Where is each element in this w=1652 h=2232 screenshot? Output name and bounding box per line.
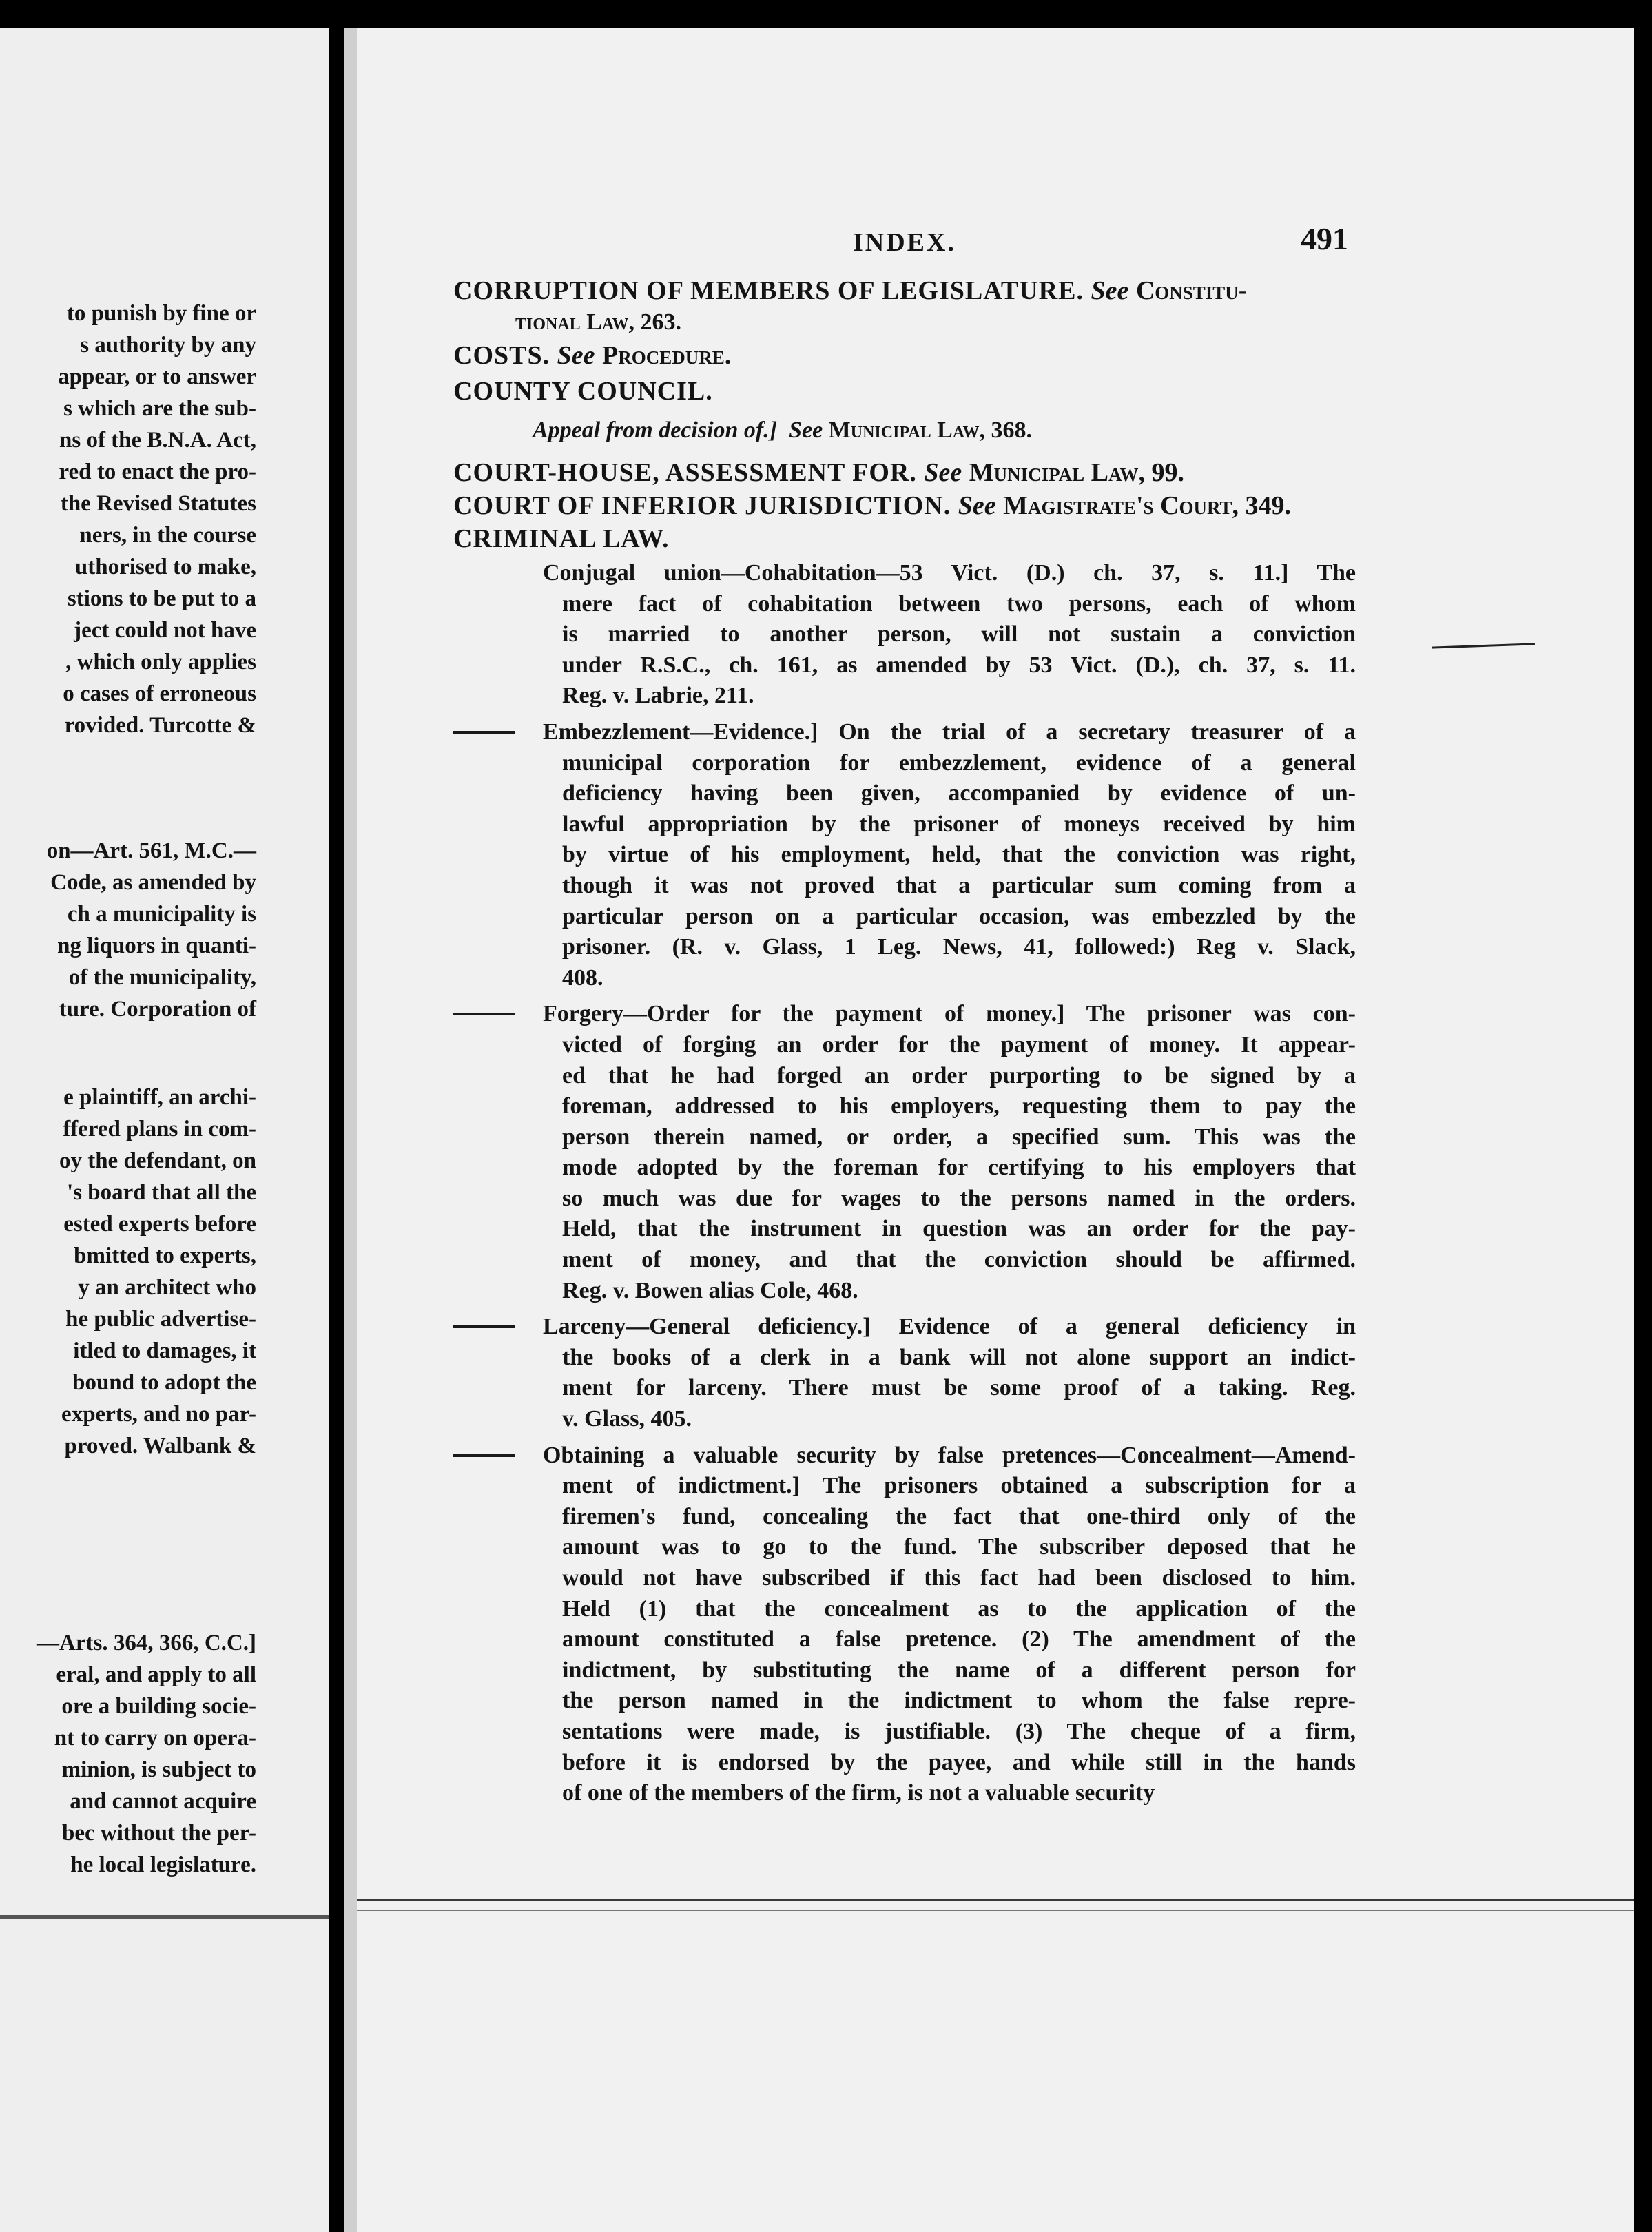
criminal-law-subentry bbox=[453, 558, 1356, 712]
criminal-law-subentry bbox=[453, 717, 1356, 993]
left-page-line: ners, in the course bbox=[79, 523, 256, 548]
left-page-line: ject could not have bbox=[74, 618, 256, 643]
left-page-line: ested experts before bbox=[63, 1212, 256, 1237]
entry-text-line: 408. bbox=[562, 964, 603, 991]
entry-text-line: ment of indictment.] The prisoners obtained a subscription for a bbox=[562, 1473, 1356, 1499]
cross-reference: Procedure. bbox=[602, 341, 732, 370]
entry-text-line: municipal corporation for embezzlement, evidence of a general bbox=[562, 750, 1356, 776]
entry-text-line: by virtue of his employment, held, that the conviction was right, bbox=[562, 842, 1356, 868]
entry-text-line: is married to another person, will not sustain a conviction bbox=[562, 621, 1356, 648]
entry-text-line: Reg. v. Bowen alias Cole, 468. bbox=[562, 1277, 858, 1303]
left-page-line: Code, as amended by bbox=[50, 870, 256, 895]
left-page-line: of the municipality, bbox=[68, 965, 256, 990]
criminal-law-subentry bbox=[453, 1312, 1356, 1434]
left-page-line: the Revised Statutes bbox=[60, 491, 256, 516]
entry-costs bbox=[453, 339, 1356, 372]
left-page-line: bmitted to experts, bbox=[74, 1243, 256, 1268]
entry-text-line: Forgery—Order for the payment of money.] The prisoner was con- bbox=[543, 1001, 1356, 1027]
gutter-edge bbox=[344, 28, 357, 2232]
left-page-line: s authority by any bbox=[80, 333, 256, 358]
cross-reference: Municipal Law, 368. bbox=[828, 417, 1033, 443]
left-page-line: 's board that all the bbox=[66, 1180, 256, 1205]
entry-text-line: mere fact of cohabitation between two persons, each of whom bbox=[562, 590, 1356, 617]
left-page-line: itled to damages, it bbox=[73, 1339, 256, 1363]
left-facing-page bbox=[0, 28, 329, 2232]
left-page-line: e plaintiff, an archi- bbox=[63, 1085, 256, 1110]
see-label: See bbox=[789, 417, 823, 443]
page-number: 491 bbox=[1301, 221, 1348, 256]
entry-text-line: v. Glass, 405. bbox=[562, 1406, 692, 1432]
see-label: See bbox=[958, 491, 996, 520]
left-page-line: , which only applies bbox=[65, 650, 256, 674]
entry-court-inferior bbox=[453, 489, 1356, 522]
entry-text-line: Held, that the instrument in question was an order for the pay- bbox=[562, 1216, 1356, 1242]
left-page-line: ch a municipality is bbox=[67, 902, 256, 927]
entry-text-line: the person named in the indictment to whom the false repre- bbox=[562, 1688, 1356, 1714]
page-bottom-rule bbox=[357, 1899, 1652, 1901]
criminal-law-subentry bbox=[453, 1440, 1356, 1809]
ditto-dash bbox=[453, 731, 515, 734]
left-page-line: oy the defendant, on bbox=[59, 1148, 256, 1173]
entry-text-line: ment of money, and that the conviction should be affirmed. bbox=[562, 1247, 1356, 1273]
left-page-line: —Arts. 364, 366, C.C.] bbox=[37, 1631, 256, 1655]
entry-text-line: prisoner. (R. v. Glass, 1 Leg. News, 41, followed:) Reg v. Slack, bbox=[562, 934, 1356, 960]
running-head: INDEX. bbox=[853, 228, 956, 257]
left-page-line: to punish by fine or bbox=[66, 301, 256, 326]
entry-title: CORRUPTION OF MEMBERS OF LEGISLATURE. bbox=[453, 276, 1084, 305]
left-page-line: y an architect who bbox=[78, 1275, 256, 1300]
entry-criminal-law bbox=[453, 522, 1356, 555]
entry-title: COURT OF INFERIOR JURISDICTION. bbox=[453, 491, 951, 520]
left-page-line: proved. Walbank & bbox=[64, 1434, 256, 1458]
left-page-line: on—Art. 561, M.C.— bbox=[46, 838, 256, 863]
left-page-line: rovided. Turcotte & bbox=[64, 713, 256, 738]
entry-text-line: Larceny—General deficiency.] Evidence of a general deficiency in bbox=[543, 1314, 1356, 1340]
left-page-line: experts, and no par- bbox=[61, 1402, 256, 1427]
left-page-line: stions to be put to a bbox=[67, 586, 256, 611]
entry-court-house bbox=[453, 456, 1356, 489]
entry-text-line: Obtaining a valuable security by false pretences—Concealment—Amend- bbox=[543, 1442, 1356, 1468]
entry-text-line: though it was not proved that a particular sum coming from a bbox=[562, 872, 1356, 898]
entry-text-line: firemen's fund, concealing the fact that one-third only of the bbox=[562, 1503, 1356, 1529]
page-bottom-rule-secondary bbox=[357, 1910, 1652, 1911]
left-page-line: minion, is subject to bbox=[61, 1757, 256, 1782]
margin-pen-stroke bbox=[1432, 643, 1535, 648]
entry-text-line: victed of forging an order for the payment of money. It appear- bbox=[562, 1031, 1356, 1057]
binding-gutter bbox=[329, 28, 344, 2232]
left-page-line: s which are the sub- bbox=[63, 396, 256, 421]
entry-text-line: Reg. v. Labrie, 211. bbox=[562, 683, 754, 709]
entry-text-line: foreman, addressed to his employers, requesting them to pay the bbox=[562, 1093, 1356, 1119]
entry-text-line: so much was due for wages to the persons named in the orders. bbox=[562, 1185, 1356, 1211]
left-page-line: ffered plans in com- bbox=[63, 1117, 256, 1141]
entry-text-line: sentations were made, is justifiable. (3) The cheque of a firm, bbox=[562, 1718, 1356, 1744]
entry-text-line: ment for larceny. There must be some proof of a taking. Reg. bbox=[562, 1375, 1356, 1401]
entry-text-line: before it is endorsed by the payee, and while still in the hands bbox=[562, 1749, 1356, 1775]
entry-text-line: the books of a clerk in a bank will not alone support an indict- bbox=[562, 1344, 1356, 1370]
cross-reference-continued: tional Law, 263. bbox=[515, 309, 682, 335]
subheading: Appeal from decision of.] bbox=[533, 417, 778, 443]
cross-reference: Municipal Law, 99. bbox=[969, 458, 1184, 487]
entry-text-line: under R.S.C., ch. 161, as amended by 53 Vict. (D.), ch. 37, s. 11. bbox=[562, 652, 1356, 678]
left-page-line: eral, and apply to all bbox=[56, 1662, 256, 1687]
left-page-line: uthorised to make, bbox=[74, 555, 256, 579]
left-page-line: ng liquors in quanti- bbox=[57, 933, 256, 958]
entry-text-line: would not have subscribed if this fact had been disclosed to him. bbox=[562, 1565, 1356, 1591]
ditto-dash bbox=[453, 1325, 515, 1328]
entry-county-council bbox=[453, 375, 1356, 446]
entry-text-line: Conjugal union—Cohabitation—53 Vict. (D.) ch. 37, s. 11.] The bbox=[543, 560, 1356, 586]
cross-reference: Constitu- bbox=[1135, 276, 1248, 305]
entry-text-line: person therein named, or order, a specified sum. This was the bbox=[562, 1124, 1356, 1150]
left-page-line: bec without the per- bbox=[62, 1821, 256, 1846]
see-label: See bbox=[924, 458, 962, 487]
entry-text-line: deficiency having been given, accompanied by evidence of un- bbox=[562, 781, 1356, 807]
entry-title: COUNTY COUNCIL. bbox=[453, 377, 713, 406]
cross-reference: Magistrate's Court, 349. bbox=[1003, 491, 1292, 520]
entry-text-line: indictment, by substituting the name of a different person for bbox=[562, 1657, 1356, 1683]
entry-text-line: ed that he had forged an order purporting to be signed by a bbox=[562, 1062, 1356, 1088]
left-page-line: ore a building socie- bbox=[61, 1694, 256, 1719]
entry-text-line: particular person on a particular occasion, was embezzled by the bbox=[562, 903, 1356, 929]
entry-text-line: amount was to go to the fund. The subscriber deposed that he bbox=[562, 1534, 1356, 1560]
index-page bbox=[357, 28, 1652, 2232]
entry-text-line: lawful appropriation by the prisoner of moneys received by him bbox=[562, 811, 1356, 837]
left-page-line: red to enact the pro- bbox=[59, 459, 256, 484]
left-page-line: he public advertise- bbox=[65, 1307, 256, 1332]
entry-text-line: mode adopted by the foreman for certifying to his employers that bbox=[562, 1155, 1356, 1181]
entry-text-line: Embezzlement—Evidence.] On the trial of a secretary treasurer of a bbox=[543, 719, 1356, 745]
entry-corruption bbox=[453, 274, 1356, 338]
left-page-line: he local legislature. bbox=[70, 1852, 256, 1877]
entry-title: CRIMINAL LAW. bbox=[453, 524, 670, 553]
left-page-line: ns of the B.N.A. Act, bbox=[59, 428, 256, 453]
ditto-dash bbox=[453, 1454, 515, 1457]
left-page-line: o cases of erroneous bbox=[63, 681, 256, 706]
left-page-line: ture. Corporation of bbox=[59, 997, 256, 1022]
entry-title: COURT-HOUSE, ASSESSMENT FOR. bbox=[453, 458, 917, 487]
left-page-line: nt to carry on opera- bbox=[54, 1726, 256, 1750]
index-entries bbox=[453, 274, 1356, 1809]
entry-text-line: Held (1) that the concealment as to the application of the bbox=[562, 1595, 1356, 1622]
left-page-line: bound to adopt the bbox=[72, 1370, 256, 1395]
ditto-dash bbox=[453, 1013, 515, 1015]
entry-text-line: amount constituted a false pretence. (2) The amendment of the bbox=[562, 1626, 1356, 1653]
see-label: See bbox=[557, 341, 595, 370]
left-page-line: appear, or to answer bbox=[58, 364, 256, 389]
entry-text-line: of one of the members of the firm, is not a valuable security bbox=[562, 1780, 1155, 1806]
entry-title: COSTS. bbox=[453, 341, 550, 370]
left-page-line: and cannot acquire bbox=[70, 1789, 256, 1814]
criminal-law-subentries bbox=[453, 558, 1356, 1809]
criminal-law-subentry bbox=[453, 999, 1356, 1306]
scanner-right-border bbox=[1634, 0, 1652, 2232]
see-label: See bbox=[1091, 276, 1129, 305]
